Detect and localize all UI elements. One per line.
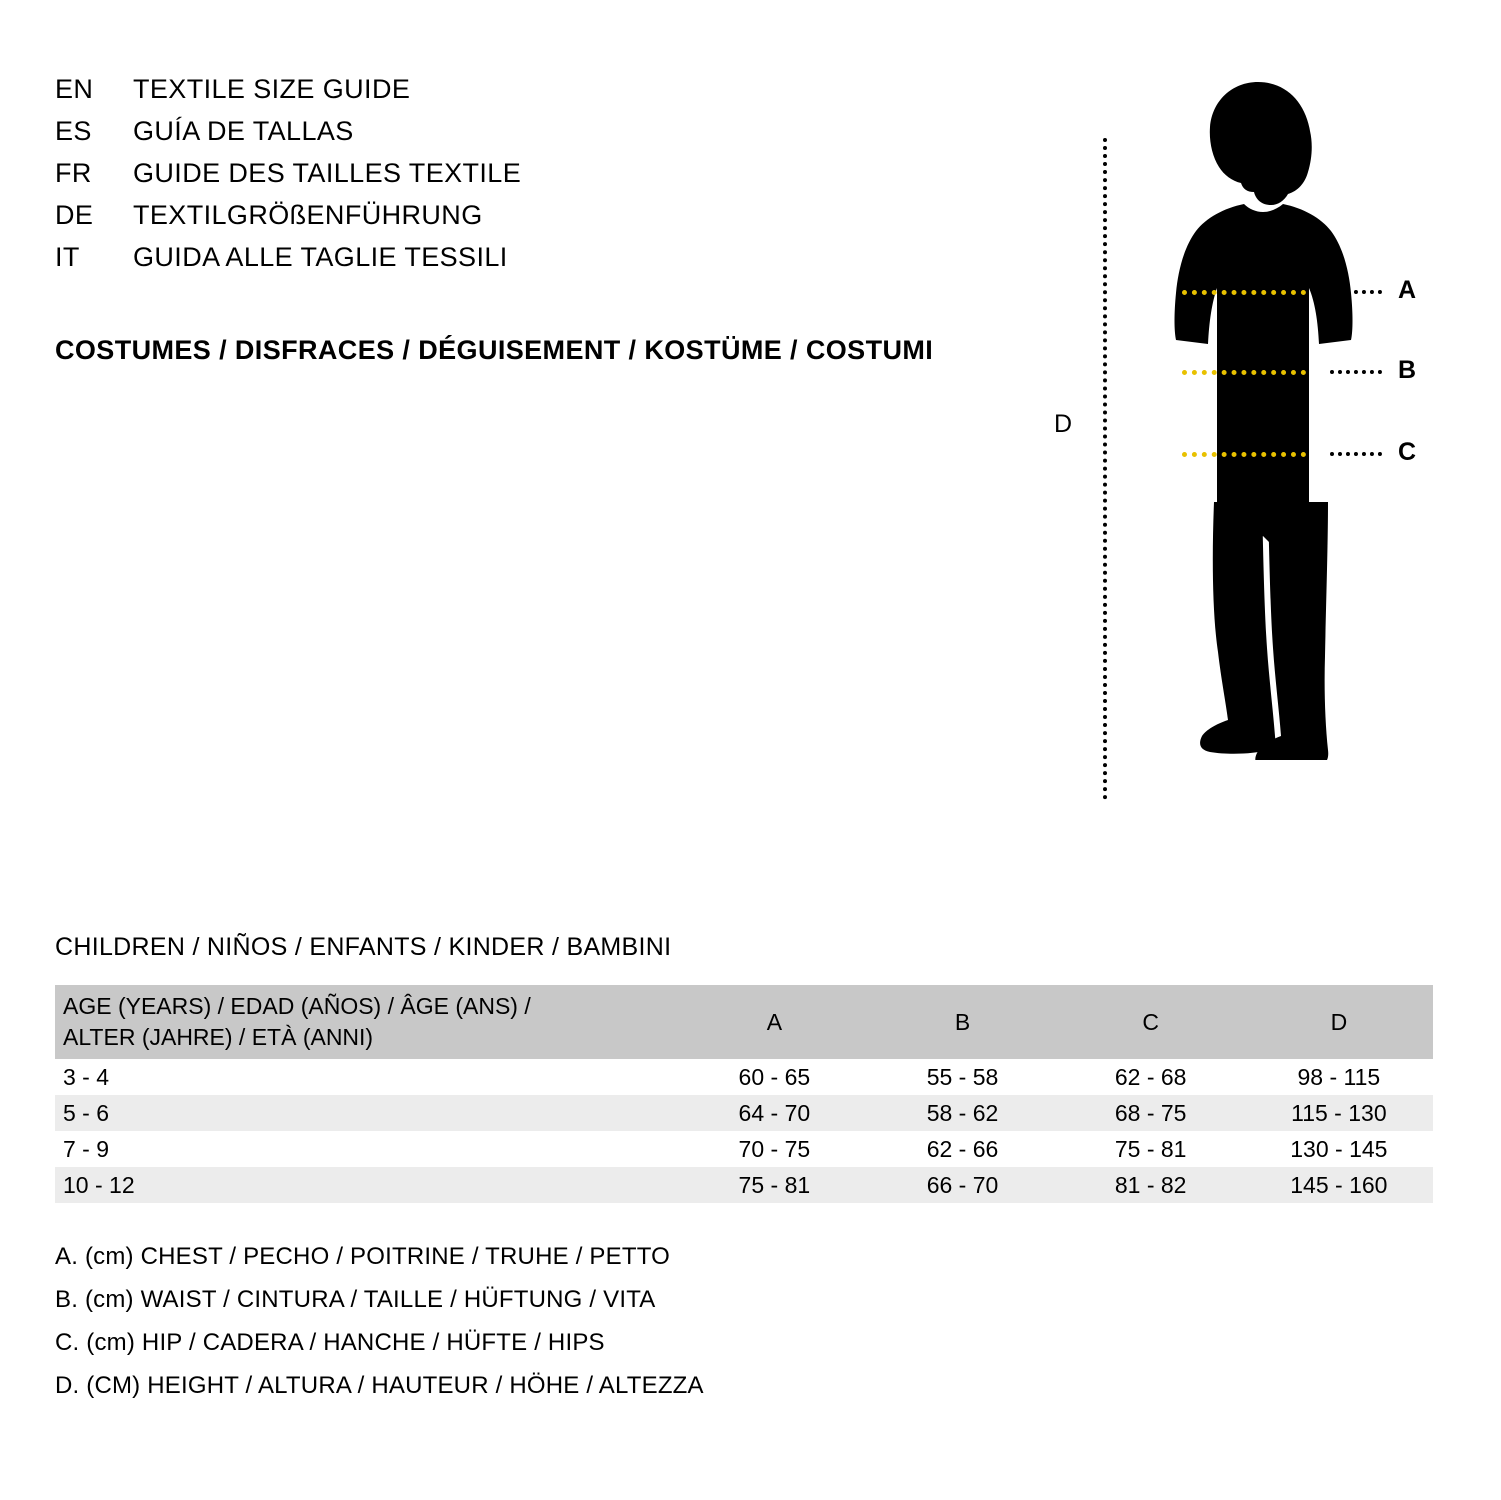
language-text-de: TEXTILGRÖßENFÜHRUNG — [133, 200, 483, 230]
chest-measure-line — [1182, 290, 1306, 295]
language-code-it: IT — [55, 242, 80, 272]
cell-b: 55 - 58 — [926, 1063, 999, 1090]
cell-a: 60 - 65 — [738, 1063, 811, 1090]
language-code-en: EN — [55, 74, 94, 104]
label-c: C — [1398, 438, 1417, 466]
cell-age: 7 - 9 — [63, 1135, 110, 1162]
waist-leader-line — [1330, 370, 1382, 374]
language-row-en — [55, 74, 1035, 116]
hip-leader-line — [1330, 452, 1382, 456]
language-text-es: GUÍA DE TALLAS — [133, 116, 354, 146]
cell-d: 130 - 145 — [1290, 1135, 1388, 1162]
height-axis-label: D — [1054, 410, 1073, 438]
waist-measure-line — [1182, 370, 1306, 375]
size-table — [55, 985, 1433, 1203]
height-axis-dotted-line — [1103, 138, 1107, 800]
cell-c: 68 - 75 — [1114, 1099, 1187, 1126]
cell-d: 98 - 115 — [1297, 1063, 1381, 1090]
header-age-line2: ALTER (JAHRE) / ETÀ (ANNI) — [63, 1024, 374, 1050]
chest-leader-line — [1330, 290, 1382, 294]
header-age-line1: AGE (YEARS) / EDAD (AÑOS) / ÂGE (ANS) / — [63, 992, 531, 1019]
cell-c: 62 - 68 — [1114, 1063, 1187, 1090]
header-col-c: C — [1142, 1008, 1159, 1035]
language-text-it: GUIDA ALLE TAGLIE TESSILI — [133, 242, 508, 272]
language-code-fr: FR — [55, 158, 92, 188]
legend-item-a: A. (cm) CHEST / PECHO / POITRINE / TRUHE / PETTO — [55, 1243, 671, 1270]
size-table-body — [55, 1059, 1433, 1203]
table-row — [55, 1167, 1433, 1203]
cell-age: 3 - 4 — [63, 1063, 110, 1090]
cell-age: 10 - 12 — [63, 1171, 135, 1198]
cell-c: 75 - 81 — [1114, 1135, 1187, 1162]
language-text-en: TEXTILE SIZE GUIDE — [133, 74, 411, 104]
body-measurement-diagram — [1040, 60, 1460, 760]
size-table-head — [55, 985, 1433, 1059]
measurement-legend — [55, 1243, 1055, 1415]
header-col-d: D — [1330, 1008, 1348, 1035]
cell-a: 70 - 75 — [738, 1135, 811, 1162]
costumes-subtitle: COSTUMES / DISFRACES / DÉGUISEMENT / KOSTÜME / COSTUMI — [55, 335, 934, 365]
language-code-es: ES — [55, 116, 92, 146]
cell-b: 58 - 62 — [926, 1099, 999, 1126]
cell-c: 81 - 82 — [1114, 1171, 1187, 1198]
table-section-title: CHILDREN / NIÑOS / ENFANTS / KINDER / BAMBINI — [55, 933, 672, 961]
table-row — [55, 1059, 1433, 1095]
cell-b: 66 - 70 — [926, 1171, 999, 1198]
cell-a: 75 - 81 — [738, 1171, 811, 1198]
table-row — [55, 1095, 1433, 1131]
cell-age: 5 - 6 — [63, 1099, 110, 1126]
language-row-de — [55, 200, 1035, 242]
header-col-a: A — [766, 1008, 783, 1035]
cell-a: 64 - 70 — [738, 1099, 811, 1126]
hip-measure-line — [1182, 452, 1306, 457]
legend-item-b: B. (cm) WAIST / CINTURA / TAILLE / HÜFTUNG / VITA — [55, 1286, 656, 1313]
language-title-list — [55, 74, 1035, 284]
header-col-b: B — [954, 1008, 971, 1035]
language-row-it — [55, 242, 1035, 284]
language-code-de: DE — [55, 200, 94, 230]
header-age — [55, 985, 680, 1059]
cell-b: 62 - 66 — [926, 1135, 999, 1162]
language-row-fr — [55, 158, 1035, 200]
legend-item-d: D. (CM) HEIGHT / ALTURA / HAUTEUR / HÖHE / ALTEZZA — [55, 1372, 704, 1399]
cell-d: 115 - 130 — [1291, 1099, 1387, 1126]
size-table-header-row — [55, 985, 1433, 1059]
label-a: A — [1398, 276, 1417, 304]
label-b: B — [1398, 356, 1417, 384]
language-text-fr: GUIDE DES TAILLES TEXTILE — [133, 158, 522, 188]
legend-item-c: C. (cm) HIP / CADERA / HANCHE / HÜFTE / HIPS — [55, 1329, 605, 1356]
table-row — [55, 1131, 1433, 1167]
cell-d: 145 - 160 — [1290, 1171, 1388, 1198]
language-row-es — [55, 116, 1035, 158]
child-silhouette-icon — [1120, 70, 1400, 760]
